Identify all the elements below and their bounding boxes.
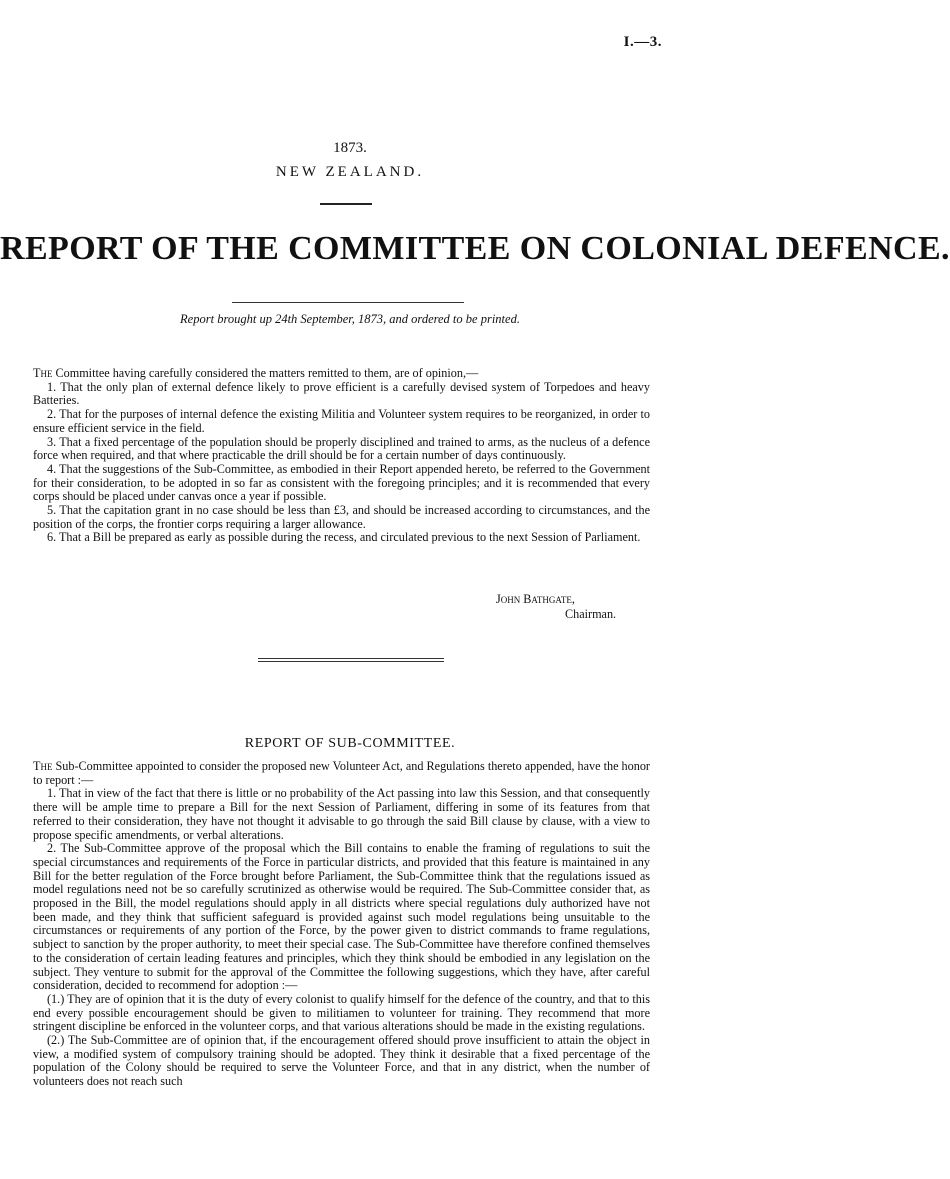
- report-item: 5. That the capitation grant in no case should be less than £3, and should be increased according to circumstances, and the position of the corps, the frontier corps requiring a larger allowance.: [33, 503, 650, 531]
- subreport-paragraph: 2. The Sub-Committee approve of the proposal which the Bill contains to enable the framing of regulations to suit the special circumstances and requirements of the Force in particular districts, and provided that this feature is maintained in any Bill for the better regulation of the Force brought before Parliament, the Sub-Committee think that the regulations issued as model regulations need not be so carefully scrutinized as otherwise would be required. The Sub-Committee consider that, as proposed in the Bill, the model regulations should apply in all districts where special regulations duly authorized have not been made, and they think that sufficient safeguard is provided against such model regulations being unsuitable to the circumstances or requirements of any portion of the Force, by the power given to district commands to frame regulations, subject to sanction by the proper authority, to meet their special case. The Sub-Committee have therefore confined themselves to the consideration of certain leading features and principles, which they think should be embodied in any legislation on the subject. They venture to submit for the approval of the Committee the following suggestions, which they have, after careful consideration, decided to recommend for adoption :—: [33, 841, 650, 993]
- brought-up-note: Report brought up 24th September, 1873, and ordered to be printed.: [180, 312, 520, 326]
- signature-name: John Bathgate,: [496, 592, 575, 606]
- brought-rule: [232, 302, 464, 303]
- subreport-paragraph: (1.) They are of opinion that it is the duty of every colonist to qualify himself for the defence of the country, and that to this end every possible encouragement should be given to militiamen to volunteer for training. They recommend that more stringent discipline be enforced in the volunteer corps, and that various alterations should be made in the existing regulations.: [33, 991, 650, 1034]
- report-intro: [33, 367, 650, 381]
- subcommittee-report-body: [33, 760, 650, 1089]
- section-divider: [258, 661, 444, 662]
- subreport-paragraph: (2.) The Sub-Committee are of opinion that, if the encouragement offered should prove insufficient to attain the object in view, a modified system of compulsory training should be adopted. They think it desirable that a fixed percentage of the population of the Colony should be required to serve the Volunteer Force, and that in any district, when the number of volunteers does not reach such: [33, 1033, 650, 1089]
- report-year: 1873.: [333, 140, 367, 156]
- title-divider: [320, 203, 372, 205]
- report-item: 4. That the suggestions of the Sub-Committee, as embodied in their Report appended hereto, be referred to the Government for their consideration, to be adopted in so far as consistent with the foregoing principles; and it is recommended that every corps should be placed under canvas once a year if possible.: [33, 461, 650, 504]
- signature-role: Chairman.: [565, 607, 617, 621]
- page-reference: I.—3.: [623, 34, 662, 50]
- report-lead-word: The: [33, 366, 53, 380]
- report-item: 1. That the only plan of external defence likely to prove efficient is a carefully devised system of Torpedoes and heavy Batteries.: [33, 379, 650, 408]
- subreport-lead-word: The: [33, 759, 53, 773]
- subcommittee-heading: REPORT OF SUB-COMMITTEE.: [244, 736, 456, 751]
- report-item: 3. That a fixed percentage of the population should be properly disciplined and trained to arms, as the nucleus of a defence force when required, and that where practicable the drill should be for a certain number of days continuously.: [33, 434, 650, 463]
- report-intro-text: Committee having carefully considered the matters remitted to them, are of opinion,—: [52, 366, 479, 380]
- section-divider: [258, 658, 444, 659]
- document-title: REPORT OF THE COMMITTEE ON COLONIAL DEFENCE.: [0, 230, 950, 267]
- report-item: 6. That a Bill be prepared as early as possible during the recess, and circulated previous to the next Session of Parliament.: [47, 530, 641, 545]
- committee-report-body: [33, 367, 650, 545]
- report-item: 2. That for the purposes of internal defence the existing Militia and Volunteer system requires to be reorganized, in order to ensure efficient service in the field.: [33, 407, 650, 435]
- country-name: NEW ZEALAND.: [275, 164, 425, 180]
- subreport-intro: [33, 760, 650, 787]
- subreport-intro-text: Sub-Committee appointed to consider the proposed new Volunteer Act, and Regulations thereto appended, have the honor to report :—: [33, 759, 650, 787]
- subreport-paragraph: 1. That in view of the fact that there is little or no probability of the Act passing into law this Session, and that consequently there will be ample time to prepare a Bill for the next Session of Parliament, differing in some of its features from that referred to their consideration, they have not thought it advisable to go through the said Bill clause by clause, with a view to propose specific amendments, or verbal alterations.: [33, 786, 650, 842]
